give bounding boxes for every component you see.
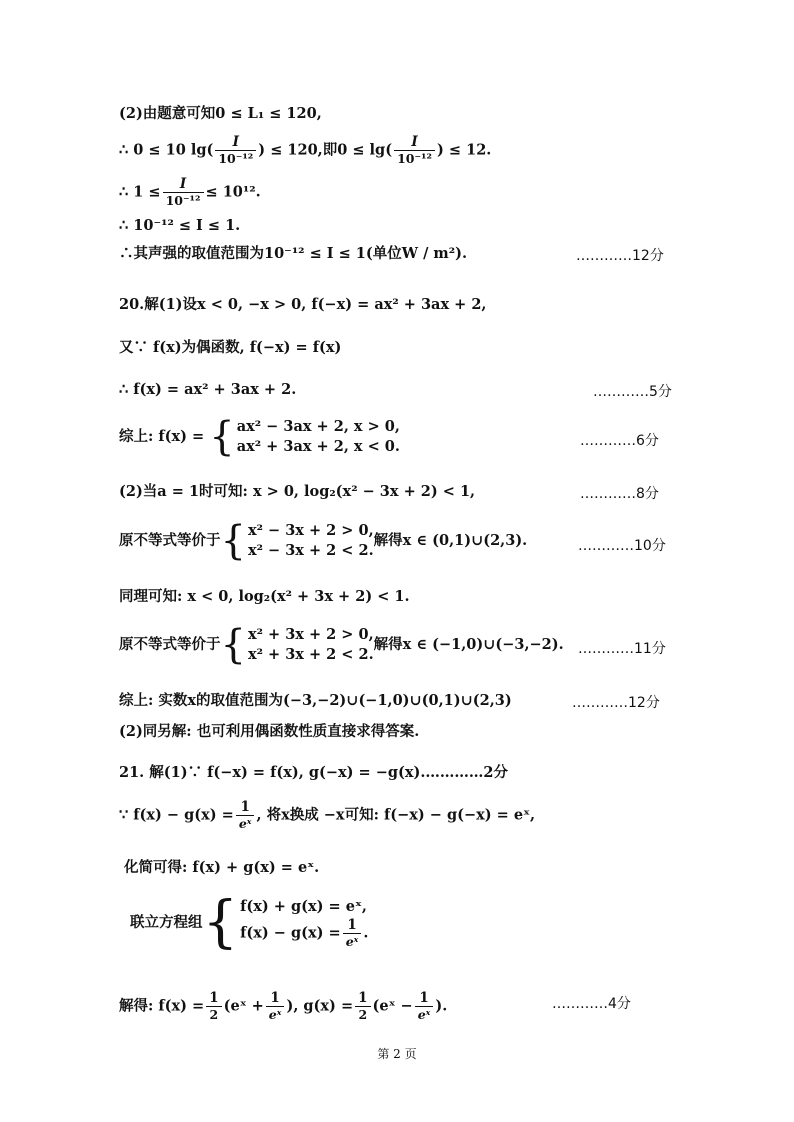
q20-line-5: (2)当a = 1时可知: x > 0, log₂(x² − 3x + 2) < 1, [119, 483, 476, 500]
row: f(x) − g(x) = $\frac{1}{\text{eˣ}}$ . [240, 916, 369, 949]
left-brace: { [202, 890, 239, 955]
q21-2-a: ∵ f(x) − g(x) = [119, 806, 234, 824]
fraction-i-over-10-12: $\frac{I}{\text{10⁻¹²}}$ [163, 176, 204, 209]
l2-c: ) ≤ 12. [437, 141, 492, 159]
q21-line-4 [130, 890, 369, 955]
line-l2 [119, 134, 491, 167]
line-l4: ∴ 10⁻¹² ≤ I ≤ 1. [119, 217, 241, 234]
q20-line-6 [119, 518, 528, 564]
row: x² − 3x + 2 > 0, [247, 522, 374, 539]
inequality-system [220, 622, 374, 668]
l2-a: ∴ 0 ≤ 10 lg( [119, 141, 214, 159]
score-12: …………12分 [572, 695, 660, 711]
fraction-i-over-10-12: $\frac{I}{\text{10⁻¹²}}$ [215, 134, 256, 167]
equation-system [202, 890, 369, 955]
row: ax² + 3ax + 2, x < 0. [236, 438, 400, 455]
inequality-system [220, 518, 374, 564]
fraction-1-over-ex: $\frac{1}{\text{eˣ}}$ [415, 990, 434, 1023]
fraction-1-over-ex: $\frac{1}{\text{eˣ}}$ [236, 799, 255, 832]
l2-b: ) ≤ 120,即0 ≤ lg( [258, 141, 393, 159]
q21-line-3: 化简可得: f(x) + g(x) = eˣ. [124, 859, 320, 876]
row: x² − 3x + 2 < 2. [247, 542, 374, 559]
score-11: …………11分 [578, 641, 666, 657]
line-l1: (2)由题意可知0 ≤ L₁ ≤ 120, [119, 105, 322, 122]
l3-a: ∴ 1 ≤ [119, 183, 161, 201]
q21-line-5 [119, 990, 447, 1023]
fraction-1-over-2: $\frac{1}{2}$ [355, 990, 370, 1023]
left-brace: { [220, 518, 246, 564]
row: f(x) + g(x) = eˣ, [240, 897, 367, 915]
q20-line-7: 同理可知: x < 0, log₂(x² + 3x + 2) < 1. [119, 588, 410, 605]
q20-line-8 [119, 622, 564, 668]
row: x² + 3x + 2 < 2. [247, 646, 374, 663]
q20-8-label: 原不等式等价于 [119, 636, 221, 653]
score-10: …………10分 [578, 538, 666, 554]
q20-8-tail: 解得x ∈ (−1,0)∪(−3,−2). [373, 636, 564, 653]
q21-5-b: (eˣ + [223, 997, 264, 1015]
line-l5: ∴其声强的取值范围为10⁻¹² ≤ I ≤ 1(单位W / m²). [119, 245, 468, 262]
row: x² + 3x + 2 > 0, [247, 626, 374, 643]
l3-b: ≤ 10¹². [205, 183, 261, 201]
page-number: 第 2 页 [377, 1047, 417, 1061]
fraction-1-over-2: $\frac{1}{2}$ [206, 990, 221, 1023]
fraction-1-over-ex: $\frac{1}{\text{eˣ}}$ [343, 917, 362, 950]
q20-line-9: 综上: 实数x的取值范围为(−3,−2)∪(−1,0)∪(0,1)∪(2,3) [119, 692, 512, 709]
q21-5-a: 解得: f(x) = [119, 997, 205, 1015]
q21-line-2 [119, 799, 535, 832]
left-brace: { [209, 414, 235, 460]
q20-4-label: 综上: f(x) = [119, 428, 205, 445]
q20-line-4 [119, 414, 400, 460]
left-brace: { [220, 622, 246, 668]
q20-line-10: (2)同另解: 也可利用偶函数性质直接求得答案. [119, 723, 420, 740]
score-12: …………12分 [576, 248, 664, 264]
q20-line-2: 又∵ f(x)为偶函数, f(−x) = f(x) [119, 339, 342, 356]
q20-6-label: 原不等式等价于 [119, 532, 221, 549]
q21-2-b: , 将x换成 −x可知: f(−x) − g(−x) = eˣ, [256, 806, 536, 824]
q21-5-d: (eˣ − [372, 997, 413, 1015]
q21-line-1: 21. 解(1)∵ f(−x) = f(x), g(−x) = −g(x).…………2分 [119, 764, 509, 781]
q21-5-e: ). [435, 997, 448, 1015]
q20-line-1: 20.解(1)设x < 0, −x > 0, f(−x) = ax² + 3ax + 2, [119, 296, 487, 313]
q21-4-label: 联立方程组 [130, 914, 203, 931]
fraction-i-over-10-12: $\frac{I}{\text{10⁻¹²}}$ [394, 134, 435, 167]
fraction-1-over-ex: $\frac{1}{\text{eˣ}}$ [266, 990, 285, 1023]
line-l3 [119, 176, 261, 209]
score-8: …………8分 [580, 486, 659, 502]
score-6: …………6分 [580, 433, 659, 449]
q20-6-tail: 解得x ∈ (0,1)∪(2,3). [373, 532, 528, 549]
score-5: …………5分 [593, 384, 672, 400]
q20-line-3: ∴ f(x) = ax² + 3ax + 2. [119, 381, 297, 398]
score-4: …………4分 [552, 996, 631, 1012]
q21-5-c: ), g(x) = [286, 997, 354, 1015]
piecewise-system [209, 414, 400, 460]
row: ax² − 3ax + 2, x > 0, [236, 418, 400, 435]
